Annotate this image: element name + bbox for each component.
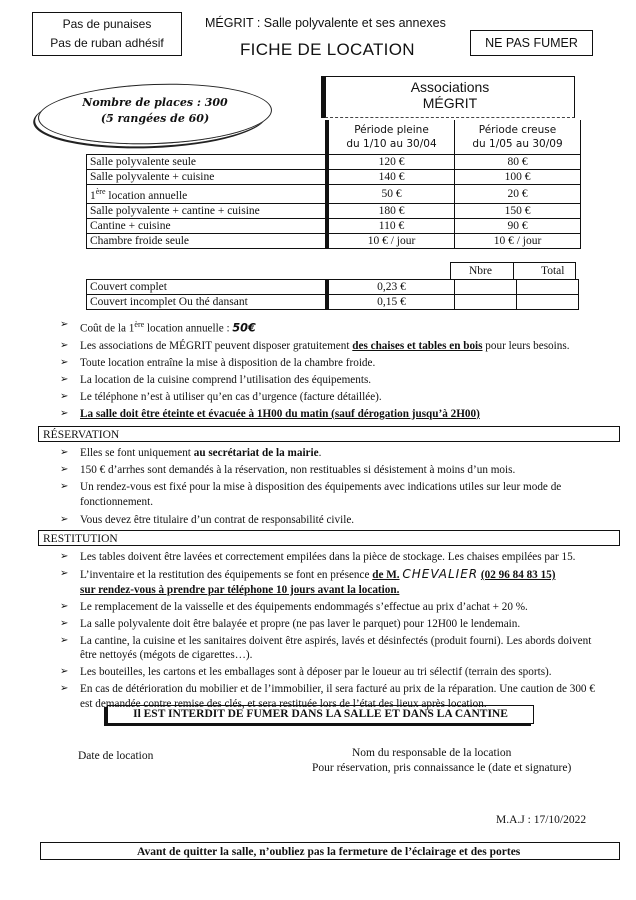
arrow-bullet-icon: ➢ bbox=[60, 390, 69, 402]
tariff-row: Salle polyvalente + cantine + cuisine 180 € 150 € bbox=[87, 203, 581, 218]
handwritten-amount: 50€ bbox=[232, 321, 256, 335]
list-item: ➢ Un rendez-vous est fixé pour la mise à disposition des équipements avec indications utiles sur leur mode de fonctionnement. bbox=[60, 481, 562, 508]
arrow-bullet-icon: ➢ bbox=[60, 447, 69, 458]
arrow-bullet-icon: ➢ bbox=[60, 600, 69, 612]
arrow-bullet-icon: ➢ bbox=[60, 514, 69, 525]
arrow-bullet-icon: ➢ bbox=[60, 407, 69, 419]
reservation-heading: RÉSERVATION bbox=[38, 426, 620, 442]
col-nbre: Nbre bbox=[469, 265, 492, 277]
tariff-row: 1ère location annuelle 50 € 20 € bbox=[87, 185, 581, 204]
responsible-name-label: Nom du responsable de la location bbox=[352, 747, 512, 759]
restitution-heading: RESTITUTION bbox=[38, 530, 620, 546]
notice-no-tape-text: Pas de ruban adhésif bbox=[50, 36, 164, 50]
notice-no-pins-text: Pas de punaises bbox=[62, 17, 152, 31]
list-item: ➢ Toute location entraîne la mise à disposition de la chambre froide. bbox=[60, 356, 376, 369]
period-off: Période creuse du 1/05 au 30/09 bbox=[455, 120, 581, 155]
list-item: ➢ Vous devez être titulaire d’un contrat de responsabilité civile. bbox=[60, 514, 355, 526]
capacity-places: Nombre de places : 300 bbox=[82, 96, 228, 109]
no-smoking-notice: NE PAS FUMER bbox=[470, 30, 593, 56]
rental-date-label: Date de location bbox=[78, 750, 154, 762]
association-header bbox=[325, 76, 575, 118]
list-item: ➢ Coût de la 1ère location annuelle : 50€ bbox=[60, 319, 256, 335]
reservation-list bbox=[60, 446, 600, 530]
notice-no-pins bbox=[32, 12, 182, 56]
arrow-bullet-icon: ➢ bbox=[60, 356, 69, 368]
list-item: ➢ La location de la cuisine comprend l’utilisation des équipements. bbox=[60, 373, 372, 386]
period-full: Période pleine du 1/10 au 30/04 bbox=[327, 120, 455, 155]
list-item: ➢ Le téléphone n’est à utiliser qu’en cas d’urgence (facture détaillée). bbox=[60, 390, 382, 403]
tariff-row: Chambre froide seule 10 € / jour 10 € / jour bbox=[87, 233, 581, 248]
page-subtitle: MÉGRIT : Salle polyvalente et ses annexes bbox=[205, 16, 446, 30]
no-smoking-banner: Il EST INTERDIT DE FUMER DANS LA SALLE ET DANS LA CANTINE bbox=[107, 705, 534, 724]
list-item: ➢ La salle doit être éteinte et évacuée à 1H00 du matin (sauf dérogation jusqu’à 2H00) bbox=[60, 407, 480, 420]
cutlery-table bbox=[86, 279, 579, 310]
period-row bbox=[87, 120, 581, 155]
arrow-bullet-icon: ➢ bbox=[60, 319, 69, 330]
restitution-list bbox=[60, 550, 600, 714]
table-row: Couvert complet 0,23 € bbox=[87, 280, 579, 295]
arrow-bullet-icon: ➢ bbox=[60, 666, 69, 677]
list-item: ➢ L’inventaire et la restitution des équipements se font en présence de M. CHEVALIER (02 96 84 83 15) sur rendez-vous à prendre par téléphone 10 jours avant la location. bbox=[60, 567, 556, 596]
association-name: MÉGRIT bbox=[422, 95, 478, 111]
general-rules-list bbox=[60, 318, 600, 424]
table-row: Couvert incomplet Ou thé dansant 0,15 € bbox=[87, 295, 579, 310]
list-item: ➢ Elles se font uniquement au secrétariat de la mairie. bbox=[60, 447, 322, 459]
first-rental-label: 1ère location annuelle bbox=[87, 185, 328, 204]
tariff-row: Cantine + cuisine 110 € 90 € bbox=[87, 218, 581, 233]
arrow-bullet-icon: ➢ bbox=[60, 551, 69, 562]
list-item: ➢ Le remplacement de la vaisselle et des équipements endommagés s’effectue au prix d’achat + 20 %. bbox=[60, 600, 528, 613]
association-label: Associations bbox=[410, 79, 490, 95]
cutlery-columns bbox=[450, 262, 576, 280]
arrow-bullet-icon: ➢ bbox=[60, 634, 69, 646]
arrow-bullet-icon: ➢ bbox=[60, 617, 69, 629]
tariff-row: Salle polyvalente + cuisine 140 € 100 € bbox=[87, 170, 581, 185]
tariff-table bbox=[86, 120, 581, 249]
acknowledgement-label: Pour réservation, pris connaissance le (date et signature) bbox=[312, 762, 572, 774]
handwritten-name: CHEVALIER bbox=[402, 567, 479, 581]
list-item: ➢ Les bouteilles, les cartons et les emballages sont à déposer par le loueur au tri sélectif (terrain des sports). bbox=[60, 666, 552, 678]
arrow-bullet-icon: ➢ bbox=[60, 683, 69, 694]
footer-reminder: Avant de quitter la salle, n’oubliez pas la fermeture de l’éclairage et des portes bbox=[40, 842, 620, 860]
update-date: M.A.J : 17/10/2022 bbox=[496, 814, 587, 826]
arrow-bullet-icon: ➢ bbox=[60, 373, 69, 385]
arrow-bullet-icon: ➢ bbox=[60, 464, 69, 475]
list-item: ➢ 150 € d’arrhes sont demandés à la réservation, non restituables si désistement à moins d’un mois. bbox=[60, 464, 516, 476]
page-title: FICHE DE LOCATION bbox=[240, 40, 415, 59]
list-item: ➢ La cantine, la cuisine et les sanitaires doivent être aspirés, lavés et désinfectés (produit fourni). Les abords doivent être nettoyés (mégots de cigarettes…). bbox=[60, 634, 592, 661]
list-item: ➢ En cas de détérioration du mobilier et de l’immobilier, il sera facturé au prix de la réparation. Une caution de 300 € est demandée contre remise des clés, et sera restituée lors de l’état des lieux après location. bbox=[60, 683, 595, 710]
col-total: Total bbox=[513, 263, 564, 279]
list-item: ➢ Les tables doivent être lavées et correctement empilées dans la pièce de stockage. Les chaises empilées par 15. bbox=[60, 551, 576, 563]
tariff-row: Salle polyvalente seule 120 € 80 € bbox=[87, 155, 581, 170]
list-item: ➢ Les associations de MÉGRIT peuvent disposer gratuitement des chaises et tables en bois pour leurs besoins. bbox=[60, 339, 570, 352]
list-item: ➢ La salle polyvalente doit être balayée et propre (ne pas laver le parquet) pour 12H00 le lendemain. bbox=[60, 617, 521, 630]
arrow-bullet-icon: ➢ bbox=[60, 568, 69, 579]
arrow-bullet-icon: ➢ bbox=[60, 481, 69, 492]
capacity-rows: (5 rangées de 60) bbox=[100, 112, 210, 125]
arrow-bullet-icon: ➢ bbox=[60, 339, 69, 351]
